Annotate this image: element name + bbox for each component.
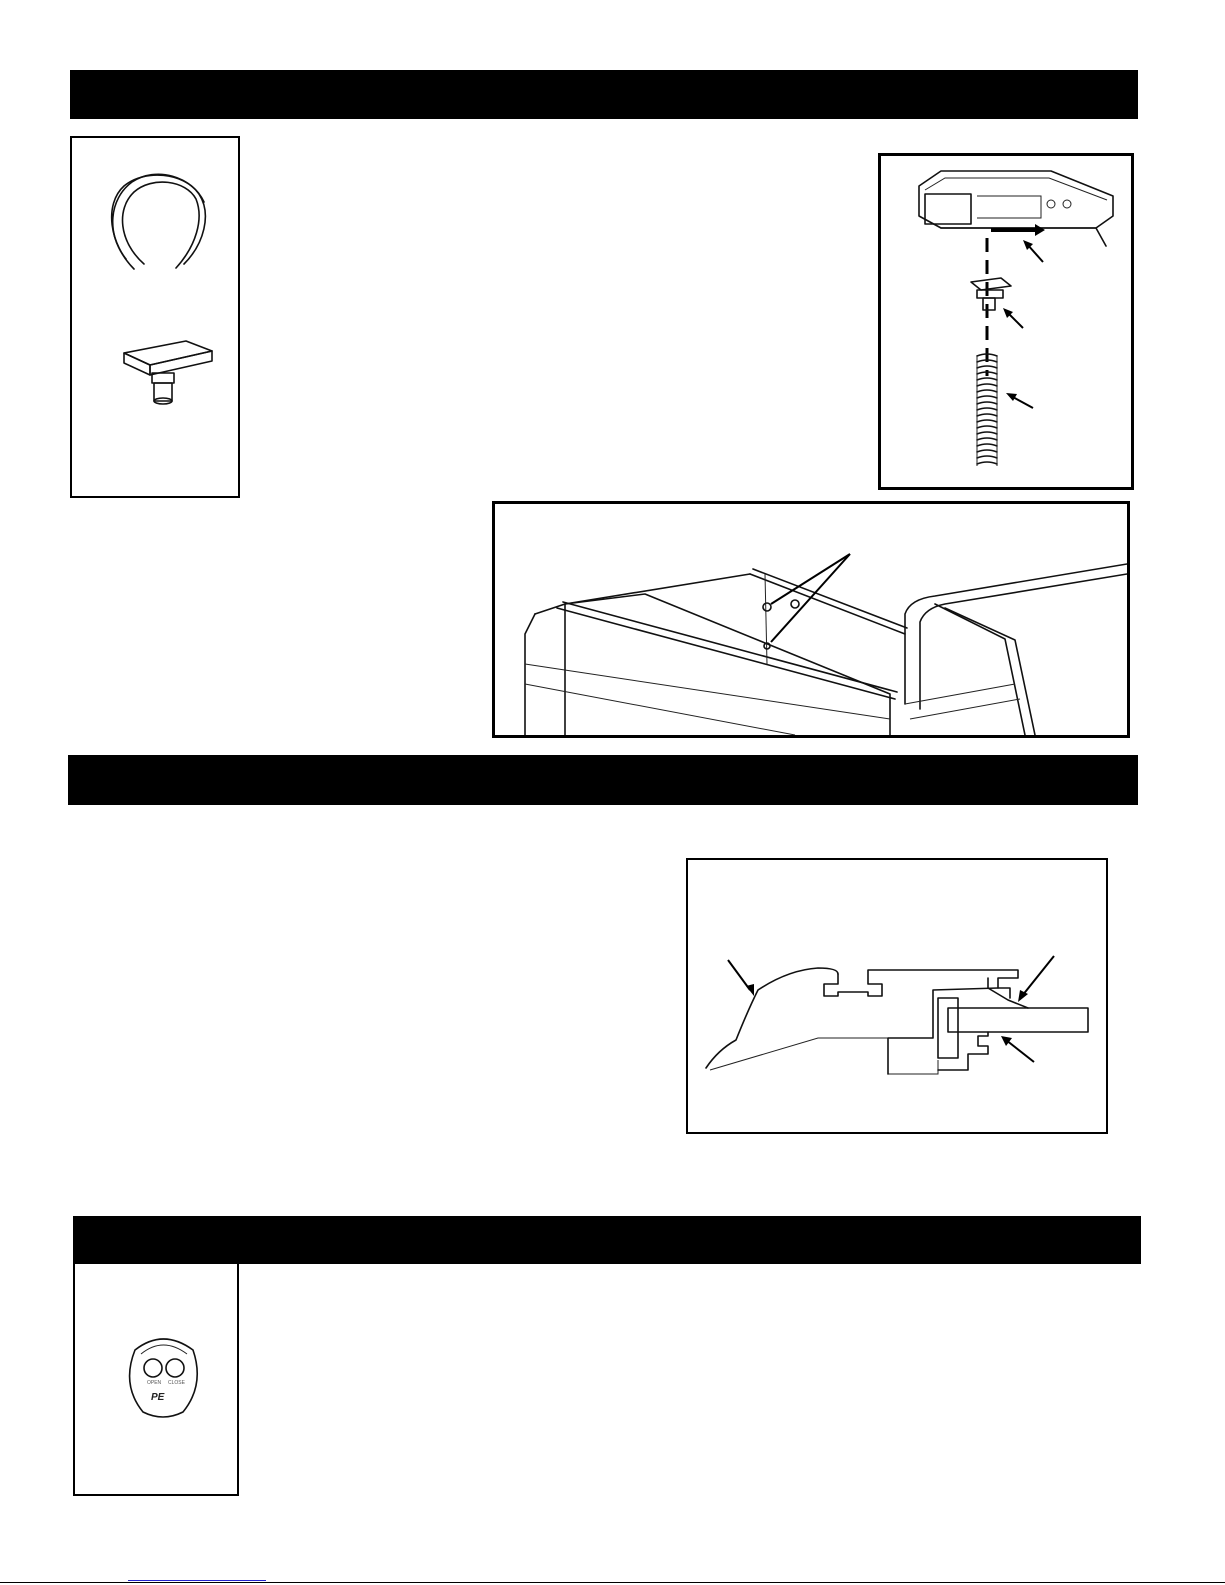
remote-logo-label: PE: [151, 1392, 165, 1403]
remote-open-label: OPEN: [147, 1380, 162, 1386]
coiled-cable-icon: [104, 164, 214, 274]
motor-clip-assembly-illustration: [881, 156, 1131, 487]
section-header-bar-1: [70, 70, 1138, 119]
parts-panel-1: [70, 136, 240, 498]
remote-close-label: CLOSE: [168, 1380, 185, 1386]
truck-bed-figure: [492, 501, 1130, 738]
section-header-bar-2: [68, 755, 1138, 805]
callout-arrows: [1003, 240, 1043, 408]
truck-bed-rail-illustration: [495, 504, 1127, 735]
mounting-clip-icon: [116, 333, 216, 413]
rail-profile-figure: [686, 858, 1108, 1134]
remote-fob-icon: [123, 1330, 203, 1420]
rail-profile-cross-section: [688, 860, 1106, 1132]
footer-link-underline[interactable]: [128, 1580, 266, 1581]
section-header-bar-3: [73, 1216, 1141, 1264]
exploded-assembly-figure: [878, 153, 1134, 490]
footer-rule: [0, 1582, 1225, 1583]
parts-panel-3: [73, 1262, 239, 1496]
